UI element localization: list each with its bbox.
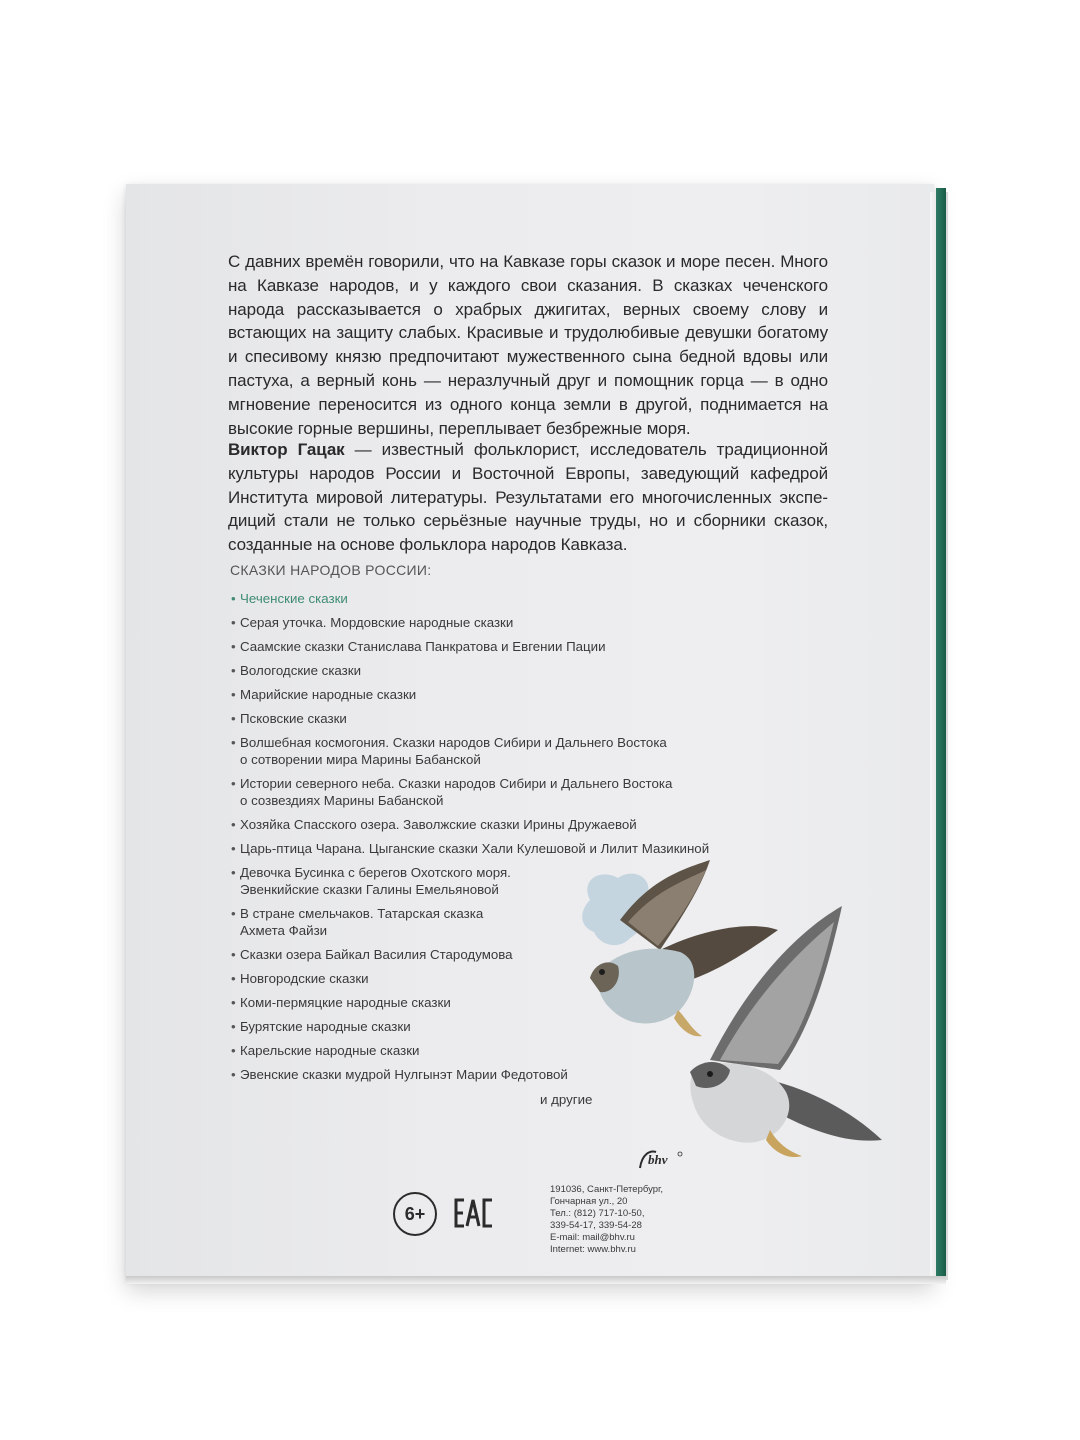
falcons-illustration	[560, 860, 900, 1180]
book-title-line: Хозяйка Спасского озера. Заволжские сказки Ирины Дружаевой	[240, 817, 637, 832]
book-title-line: Марийские народные сказки	[240, 687, 417, 702]
email-line: E-mail: mail@bhv.ru	[550, 1232, 635, 1243]
series-book-item	[230, 775, 790, 809]
book-title-line: В стране смельчаков. Татарская сказка	[240, 906, 484, 921]
book-title-line: о сотворении мира Марины Бабанской	[240, 752, 481, 767]
blurb-paragraph: С давних времён говорили, что на Кавказе горы сказок и море песен. Много на Кавказе народов, и у каждого свои сказания. В сказках чеченского народа рассказывается о храбрых джигитах, верных своему слову и встающих на защиту слабых. Красивые и трудолюбивые девушки богатому и спесивому князю предпочитают мужественного сына бедной вдовы или пастуха, а верный конь — неразлучный друг и помощник горца — в одно мгновение переносится из одного конца земли в другой, поднимается на высокие горные вершины, переплывает безбрежные моря.	[228, 252, 828, 438]
eac-mark-icon	[454, 1196, 494, 1230]
author-name: Виктор Гацак	[228, 440, 345, 459]
book-title-line: Девочка Бусинка с берегов Охотского моря.	[240, 865, 511, 880]
series-book-item	[230, 662, 790, 679]
author-bio: — известный фольклорист, исследователь традиционной культуры народов России и Восточной Европы, заведующий кафедрой Института мировой литературы. Результатами его многочисленных экспедиций стали не только серьёзные научные труды, но и сборники сказок, созданные на основе фольклора народов Кавказа.	[228, 440, 828, 555]
series-book-item	[230, 638, 790, 655]
book-title-line: Карельские народные сказки	[240, 1043, 420, 1058]
age-rating-badge: 6+	[393, 1192, 437, 1236]
publisher-logo	[636, 1144, 686, 1174]
series-book-item	[230, 686, 790, 703]
book-title-line: Чеченские сказки	[240, 591, 348, 606]
book-title-line: Истории северного неба. Сказки народов Сибири и Дальнего Востока	[240, 776, 673, 791]
book-title-line: Саамские сказки Станислава Панкратова и Евгении Пации	[240, 639, 606, 654]
publisher-address	[550, 1184, 663, 1256]
book-title-line: о созвездиях Марины Бабанской	[240, 793, 444, 808]
author-paragraph	[228, 438, 828, 557]
book-title-line: Царь-птица Чарана. Цыганские сказки Хали Кулешовой и Лилит Мазикиной	[240, 841, 710, 856]
series-book-item	[230, 816, 790, 833]
phone-line: 339-54-17, 339-54-28	[550, 1220, 642, 1231]
series-others: и другие	[540, 1092, 593, 1107]
book-title-line: Коми-пермяцкие народные сказки	[240, 995, 451, 1010]
series-book-item	[230, 734, 790, 768]
book-title-line: Сказки озера Байкал Василия Стародумова	[240, 947, 513, 962]
series-book-item	[230, 590, 790, 607]
book-title-line: Вологодские сказки	[240, 663, 362, 678]
series-title: СКАЗКИ НАРОДОВ РОССИИ:	[230, 562, 432, 578]
book-spine	[936, 188, 946, 1280]
book-bottom-edge	[126, 1276, 946, 1284]
series-book-item	[230, 614, 790, 631]
address-line: 191036, Санкт-Петербург,	[550, 1184, 663, 1195]
book-title-line: Серая уточка. Мордовские народные сказки	[240, 615, 514, 630]
address-line: Гончарная ул., 20	[550, 1196, 628, 1207]
book-title-line: Эвенские сказки мудрой Нулгынэт Марии Федотовой	[240, 1067, 568, 1082]
svg-text:bhv: bhv	[648, 1152, 668, 1167]
book-title-line: Эвенкийские сказки Галины Емельяновой	[240, 882, 499, 897]
book-title-line: Новгородские сказки	[240, 971, 369, 986]
book-title-line: Псковские сказки	[240, 711, 347, 726]
book-title-line: Бурятские народные сказки	[240, 1019, 411, 1034]
bhv-logo-icon	[636, 1144, 686, 1174]
website-line: Internet: www.bhv.ru	[550, 1244, 636, 1255]
book-title-line: Волшебная космогония. Сказки народов Сибири и Дальнего Востока	[240, 735, 667, 750]
series-book-item	[230, 840, 790, 857]
series-book-item	[230, 710, 790, 727]
phone-line: Тел.: (812) 717-10-50,	[550, 1208, 645, 1219]
book-title-line: Ахмета Файзи	[240, 923, 328, 938]
